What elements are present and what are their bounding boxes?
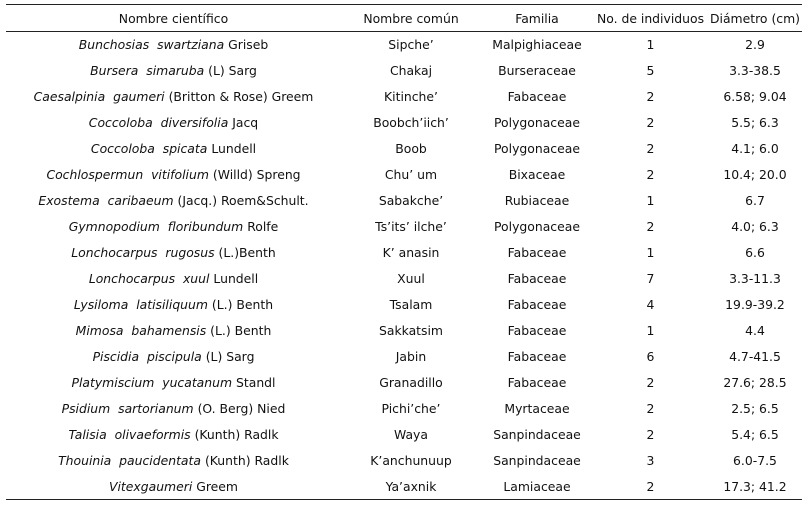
cell-diameter: 5.5; 6.3 [731,115,779,130]
cell-family: Bixaceae [508,167,566,182]
author-text: (Kunth) Radlk [194,427,279,442]
cell-common-name: Waya [394,427,428,442]
author-text: (Jacq.) Roem&Schult. [177,193,309,208]
table-row [6,318,802,344]
cell-scientific-name [6,396,341,422]
cell-scientific-name [6,32,341,58]
author-text: Griseb [228,37,269,53]
cell-common-name: Ts’its’ ilche’ [375,219,447,234]
cell-scientific-name [6,136,341,162]
cell-individual-count: 6 [646,349,655,364]
cell-scientific-name [6,344,341,370]
cell-diameter: 27.6; 28.5 [723,375,787,390]
cell-common-name: Xuul [397,271,425,286]
cell-individual-count: 2 [646,375,655,390]
cell-diameter: 3.3-11.3 [729,271,781,286]
author-text: (Kunth) Radlk [204,453,289,468]
genus-text: Vitexgaumeri [109,478,193,494]
genus-text: Bursera [90,63,139,78]
table-row [6,344,802,370]
header-common-name: Nombre común [341,5,481,32]
table-header [6,5,802,32]
cell-family: Fabaceae [507,271,567,286]
header-scientific-name: Nombre científico [6,5,341,32]
cell-scientific-name [6,214,341,240]
cell-scientific-name [6,188,341,214]
table-row [6,58,802,84]
species-text: rugosus [165,245,215,260]
cell-family: Polygonaceae [494,141,580,156]
cell-family: Myrtaceae [504,401,570,416]
species-text: sartorianum [118,401,194,416]
cell-family: Fabaceae [507,245,567,260]
cell-diameter: 6.58; 9.04 [723,89,787,104]
header-family: Familia [481,5,593,32]
cell-scientific-name [6,84,341,110]
genus-text: Bunchosias [78,37,150,53]
species-text: xuul [182,271,210,286]
species-text: caribaeum [107,193,174,208]
species-text: bahamensis [131,323,207,338]
cell-family: Fabaceae [507,297,567,312]
cell-scientific-name [6,370,341,396]
genus-text: Psidium [61,401,111,416]
species-table [6,4,802,500]
species-text: vitifolium [151,167,209,182]
species-text: diversifolia [160,115,229,130]
cell-individual-count: 1 [646,193,655,208]
species-text: swartziana [157,37,225,53]
header-diameter: Diámetro (cm) [708,5,802,32]
genus-text: Caesalpinia [33,89,106,104]
genus-text: Coccoloba [90,141,155,156]
cell-individual-count: 5 [646,63,655,78]
table-row [6,474,802,500]
table-row [6,240,802,266]
species-text: spicata [162,141,208,156]
genus-text: Gymnopodium [68,219,160,234]
cell-diameter: 2.5; 6.5 [731,401,779,416]
genus-text: Lonchocarpus [71,245,158,260]
cell-scientific-name [6,110,341,136]
cell-individual-count: 2 [646,141,655,156]
author-text: (L) Sarg [205,349,255,364]
table-row [6,448,802,474]
cell-common-name: Granadillo [379,375,443,390]
table-row [6,266,802,292]
cell-individual-count: 2 [646,167,655,182]
cell-family: Malpighiaceae [492,37,582,53]
cell-common-name: Boobch’iich’ [373,115,449,130]
cell-individual-count: 3 [646,453,655,468]
cell-common-name: K’ anasin [382,245,440,260]
cell-diameter: 4.1; 6.0 [731,141,779,156]
genus-text: Mimosa [75,323,124,338]
genus-text: Lysiloma [73,297,129,312]
genus-text: Lonchocarpus [88,271,176,286]
species-text: olivaeformis [114,427,191,442]
cell-individual-count: 7 [646,271,655,286]
cell-individual-count: 1 [646,245,655,260]
cell-diameter: 19.9-39.2 [725,297,785,312]
cell-common-name: Sakkatsim [378,323,443,338]
cell-common-name: Kitinche’ [384,89,438,104]
cell-scientific-name [6,162,341,188]
author-text: Standl [236,375,276,390]
species-text: simaruba [146,63,205,78]
cell-diameter: 6.7 [745,193,765,208]
cell-family: Fabaceae [507,349,567,364]
species-text: piscipula [146,349,202,364]
cell-common-name: Sipche’ [388,37,434,53]
cell-diameter: 17.3; 41.2 [708,474,802,500]
cell-common-name: Chu’ um [384,167,438,182]
cell-family: Sanpindaceae [493,453,581,468]
cell-individual-count: 4 [646,297,655,312]
author-text: Greem [196,478,238,494]
table-row [6,110,802,136]
cell-diameter: 10.4; 20.0 [723,167,787,182]
author-text: (O. Berg) Nied [197,401,286,416]
species-text: yucatanum [162,375,233,390]
header-row [6,5,802,32]
genus-text: Cochlospermun [46,167,144,182]
table-row [6,84,802,110]
cell-scientific-name [6,266,341,292]
header-individual-count: No. de individuos [593,5,708,32]
cell-individual-count: 2 [646,219,655,234]
cell-individual-count: 2 [646,89,655,104]
cell-scientific-name [6,448,341,474]
cell-scientific-name [6,58,341,84]
species-text: latisiliquum [136,297,208,312]
cell-diameter: 6.6 [745,245,765,260]
cell-individual-count: 2 [593,474,708,500]
table-row [6,422,802,448]
cell-individual-count: 1 [646,37,655,53]
cell-common-name: Chakaj [389,63,433,78]
cell-scientific-name [6,422,341,448]
genus-text: Exostema [38,193,100,208]
genus-text: Platymiscium [71,375,155,390]
cell-scientific-name [6,240,341,266]
cell-common-name: Sabakche’ [378,193,444,208]
cell-scientific-name [6,292,341,318]
cell-family: Polygonaceae [494,219,580,234]
genus-text: Thouinia [58,453,112,468]
cell-common-name: Jabin [395,349,427,364]
author-text: (L.) Benth [210,323,272,338]
cell-common-name: Boob [395,141,427,156]
genus-text: Talisia [68,427,107,442]
cell-common-name: Pichi’che’ [381,401,441,416]
table-body [6,32,802,500]
cell-family: Fabaceae [507,89,567,104]
cell-common-name: K’anchunuup [370,453,452,468]
author-text: (L) Sarg [208,63,257,78]
table-row [6,370,802,396]
table-row [6,188,802,214]
cell-family: Rubiaceae [504,193,570,208]
genus-text: Piscidia [92,349,140,364]
cell-diameter: 2.9 [745,37,765,53]
cell-common-name: Ya’axnik [341,474,481,500]
cell-diameter: 4.0; 6.3 [731,219,779,234]
author-text: (L.)Benth [218,245,276,260]
cell-family: Fabaceae [507,323,567,338]
species-text: gaumeri [113,89,165,104]
table-row [6,162,802,188]
species-text: paucidentata [119,453,201,468]
cell-individual-count: 1 [646,323,655,338]
cell-family: Burseraceae [498,63,576,78]
table-row [6,396,802,422]
author-text: Lundell [213,271,259,286]
cell-diameter: 5.4; 6.5 [731,427,779,442]
cell-family: Sanpindaceae [493,427,581,442]
cell-diameter: 4.4 [745,323,765,338]
author-text: (Britton & Rose) Greem [168,89,314,104]
cell-family: Polygonaceae [494,115,580,130]
cell-common-name: Tsalam [389,297,433,312]
author-text: Jacq [232,115,259,130]
table-row [6,32,802,58]
genus-text: Coccoloba [88,115,153,130]
cell-diameter: 6.0-7.5 [733,453,777,468]
author-text: (Willd) Spreng [212,167,301,182]
cell-individual-count: 2 [646,115,655,130]
cell-diameter: 3.3-38.5 [729,63,781,78]
cell-scientific-name [6,318,341,344]
cell-individual-count: 2 [646,427,655,442]
cell-family: Fabaceae [507,375,567,390]
cell-scientific-name [6,474,341,500]
author-text: (L.) Benth [211,297,274,312]
table-row [6,214,802,240]
author-text: Lundell [211,141,257,156]
table-row [6,136,802,162]
cell-individual-count: 2 [646,401,655,416]
author-text: Rolfe [247,219,279,234]
table-row [6,292,802,318]
cell-family: Lamiaceae [481,474,593,500]
cell-diameter: 4.7-41.5 [729,349,781,364]
species-text: floribundum [167,219,244,234]
